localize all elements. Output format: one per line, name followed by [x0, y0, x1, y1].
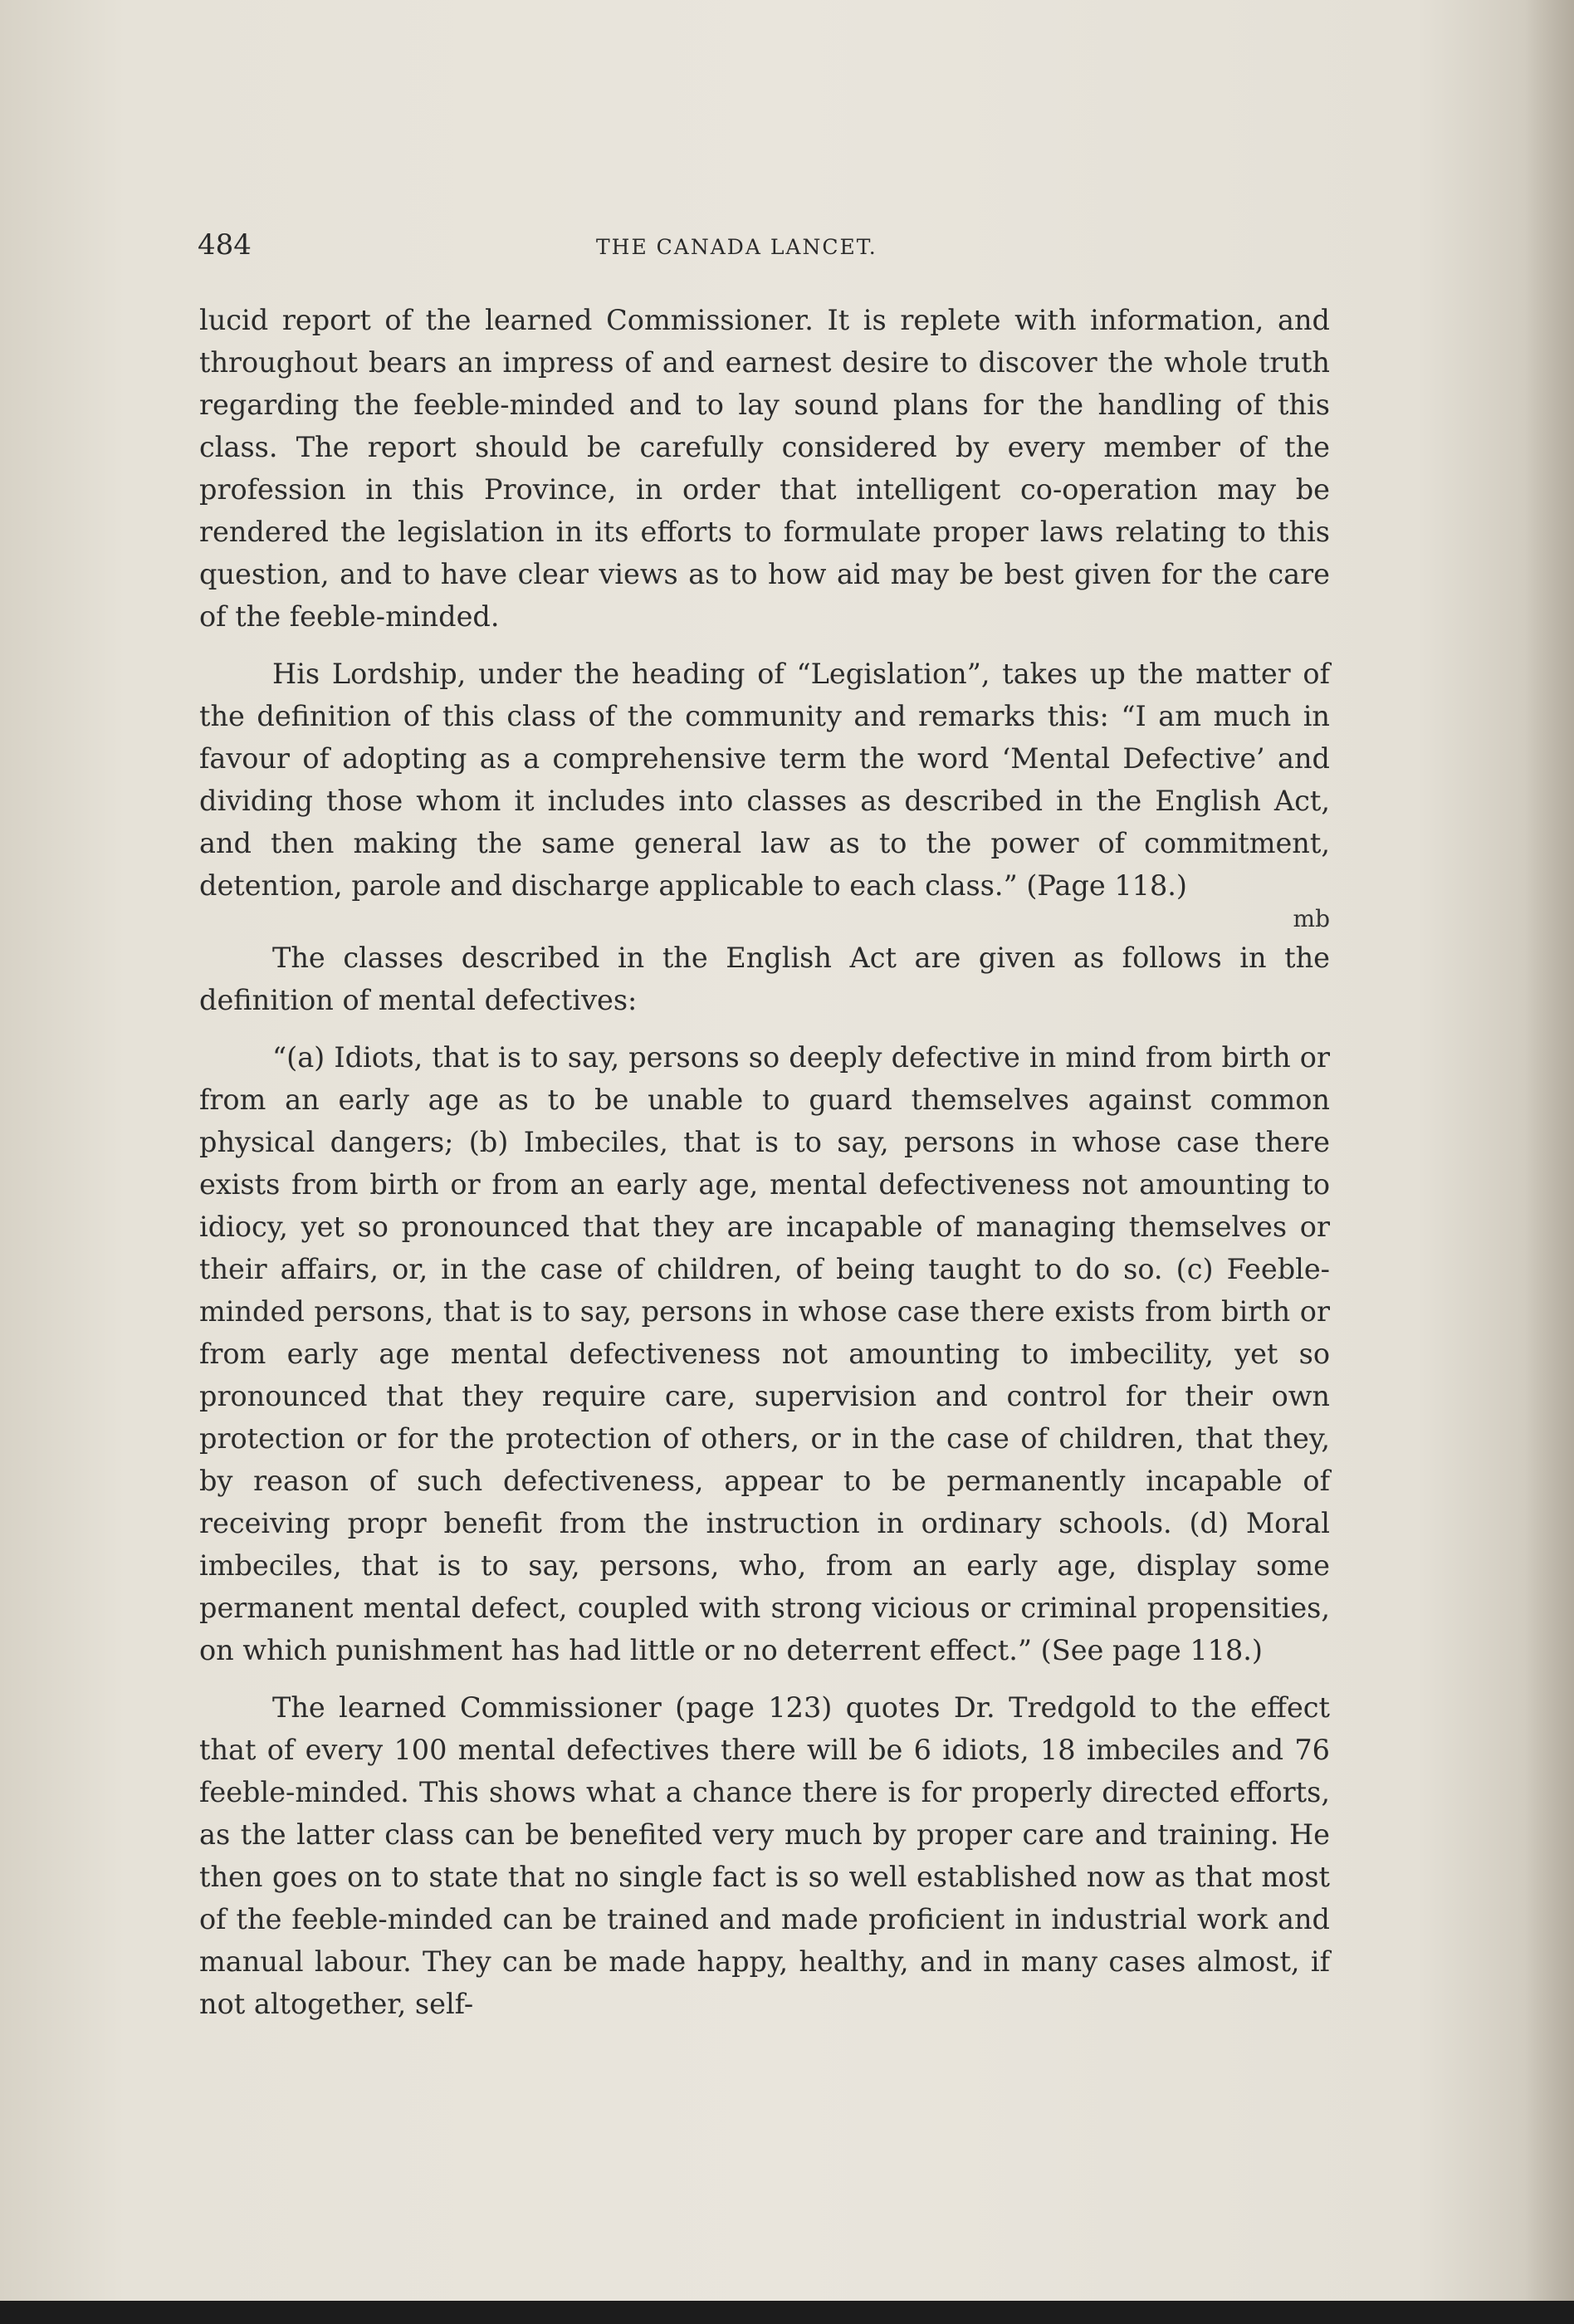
body-text	[199, 299, 1330, 2040]
scan-bottom-edge	[0, 2301, 1574, 2324]
page-header	[198, 228, 1327, 270]
marginal-note: mb	[1293, 905, 1330, 932]
running-head: THE CANADA LANCET.	[596, 235, 877, 259]
paragraph-2: His Lordship, under the heading of “Legislation”, takes up the matter of the definition of this class of the community and remarks this: “I am much in favour of adopting as a comprehensive term the word ‘Mental Defective’ and dividing those whom it includes into classes as described in the English Act, and then making the same general law as to the power of commitment, detention, parole and discharge applicable to each class.” (Page 118.)	[199, 658, 1330, 902]
paragraph-1: lucid report of the learned Commissioner. It is replete with information, and throughout bears an impress of and earnest desire to discover the whole truth regarding the feeble-minded and to lay sound plans for the handling of this class. The report should be carefully considered by every member of the profession in this Province, in order that intelligent co-operation may be rendered the legislation in its efforts to formulate proper laws relating to this question, and to have clear views as to how aid may be best given for the care of the feeble-minded.	[199, 304, 1330, 633]
paragraph-3: The classes described in the English Act are given as follows in the definition of mental defectives:	[199, 942, 1330, 1016]
page-binding-shadow	[1524, 0, 1574, 2324]
paragraph-4-quotation: “(a) Idiots, that is to say, persons so deeply defective in mind from birth or from an early age as to be unable to guard themselves against common physical dangers; (b) Imbeciles, that is to say, persons in whose case there exists from birth or from an early age, mental defectiveness not amounting to idiocy, yet so pronounced that they are incapable of managing themselves or their affairs, or, in the case of children, of being taught to do so. (c) Feeble-minded persons, that is to say, persons in whose case there exists from birth or from early age mental defectiveness not amounting to imbecility, yet so pronounced that they require care, supervision and control for their own protection or for the protection of others, or in the case of children, that they, by reason of such defectiveness, appear to be permanently incapable of receiving propr benefit from the instruction in ordinary schools. (d) Moral imbeciles, that is to say, persons, who, from an early age, display some permanent mental defect, coupled with strong vicious or criminal propensities, on which punishment has had little or no deterrent effect.” (See page 118.)	[199, 1041, 1330, 1666]
paragraph-5: The learned Commissioner (page 123) quotes Dr. Tredgold to the effect that of every 100 mental defectives there will be 6 idiots, 18 imbeciles and 76 feeble-minded. This shows what a chance there is for properly directed efforts, as the latter class can be benefited very much by proper care and training. He then goes on to state that no single fact is so well established now as that most of the feeble-minded can be trained and made proficient in industrial work and manual labour. They can be made happy, healthy, and in many cases almost, if not altogether, self-	[199, 1691, 1330, 2020]
page-number: 484	[198, 228, 252, 262]
